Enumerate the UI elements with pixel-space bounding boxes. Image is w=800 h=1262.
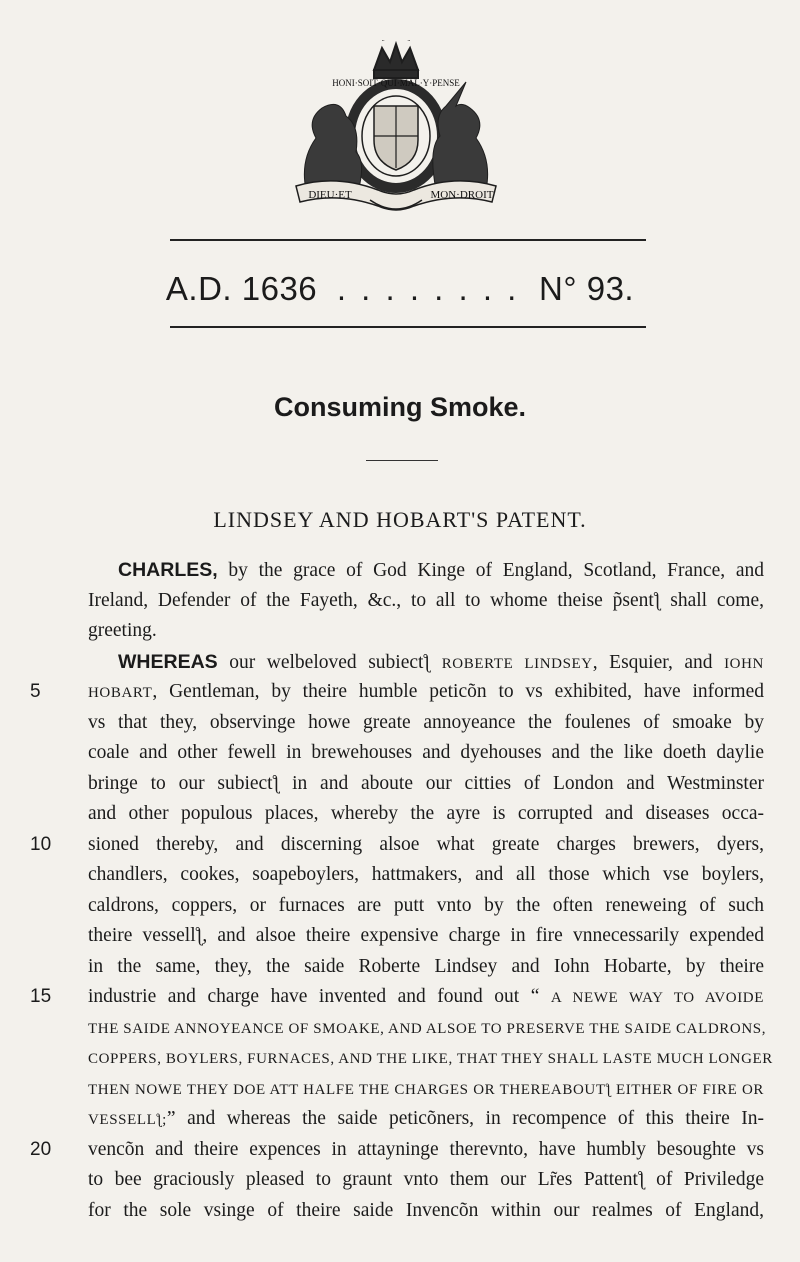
line-number: 5 xyxy=(30,681,41,702)
text-line xyxy=(88,891,764,922)
text-line xyxy=(88,586,764,617)
text-line xyxy=(88,860,764,891)
line-number: 20 xyxy=(30,1138,52,1160)
text-segment: theire vessellƪ, and alsoe theire expensive charge in fire vnnecessarily expended xyxy=(88,925,764,946)
text-line xyxy=(88,616,764,647)
motto-right: MON·DROIT xyxy=(430,189,494,201)
text-segment: greeting. xyxy=(88,620,157,641)
text-segment: ” and whereas the saide peticõners, in recompence of this theire In- xyxy=(166,1108,764,1129)
text-segment: for the sole vsinge of theire saide Invencõn within our realmes of England, xyxy=(88,1199,764,1221)
text-segment: and other populous places, whereby the ayre is corrupted and diseases occa- xyxy=(88,803,764,824)
text-segment: to bee graciously pleased to graunt vnto them our Lr̃es Pattentƪ of Priviledge xyxy=(88,1169,764,1190)
text-segment: ROBERTE LINDSEY xyxy=(441,655,593,672)
header-leader-dots: . . . . . . . . xyxy=(336,270,520,307)
motto-left: DIEU·ET xyxy=(308,189,352,201)
patent-number: N° 93. xyxy=(539,270,635,307)
text-segment: by the grace of God Kinge of England, Scotland, France, and xyxy=(217,560,764,581)
text-line xyxy=(88,708,764,739)
text-segment: sioned thereby, and discerning alsoe what greate charges brewers, dyers, xyxy=(88,833,764,855)
text-line xyxy=(88,1196,764,1227)
top-rule xyxy=(170,239,646,241)
patent-body-text xyxy=(30,555,773,1226)
text-segment: VESSELLƪ; xyxy=(88,1112,167,1128)
text-segment: chandlers, cookes, soapeboylers, hattmakers, and all those which vse boylers, xyxy=(88,864,764,885)
text-line xyxy=(88,738,764,769)
text-segment: THE SAIDE ANNOYEANCE OF SMOAKE, AND ALSOE TO PRESERVE THE SAIDE CALDRONS, xyxy=(88,1020,767,1037)
text-segment: Ireland, Defender of the Fayeth, &c., to all to whome theise p̃sentƪ shall come, xyxy=(88,589,764,611)
text-line xyxy=(30,677,764,708)
text-segment: , Esquier, and xyxy=(592,651,725,673)
title-divider xyxy=(366,460,438,461)
text-segment: vs that they, observinge howe greate annoyeance the foulenes of smoake by xyxy=(88,711,764,733)
text-line xyxy=(88,952,764,983)
text-line xyxy=(88,1043,773,1074)
text-line xyxy=(88,921,764,952)
text-line xyxy=(30,1135,764,1166)
patent-header xyxy=(0,270,800,308)
text-line xyxy=(88,1165,764,1196)
text-segment: THEN NOWE THEY DOE ATT HALFE THE CHARGES OR THEREABOUTƪ EITHER OF FIRE OR xyxy=(88,1081,764,1098)
coat-of-arms-icon xyxy=(278,40,514,212)
bottom-rule xyxy=(170,326,646,328)
text-line xyxy=(88,769,764,800)
text-segment: , Gentleman, by theire humble peticõn to vs exhibited, have informed xyxy=(152,681,764,702)
patent-subtitle: LINDSEY AND HOBART'S PATENT. xyxy=(213,507,587,532)
patent-year: A.D. 1636 xyxy=(165,270,318,307)
text-segment: HOBART xyxy=(88,685,153,701)
line-number: 15 xyxy=(30,986,52,1007)
text-segment: vencõn and theire expences in attayninge therevnto, have humbly besoughte vs xyxy=(88,1138,764,1160)
lead-word: CHARLES, xyxy=(118,559,218,581)
text-segment: IOHN xyxy=(724,655,764,672)
text-segment: coale and other fewell in brewehouses and dyehouses and the like doeth daylie xyxy=(88,742,764,763)
text-segment: our welbeloved subiectƪ xyxy=(217,651,442,673)
line-number: 10 xyxy=(30,833,52,855)
text-line xyxy=(88,1104,764,1135)
text-segment: bringe to our subiectƪ in and aboute our citties of London and Westminster xyxy=(88,772,764,794)
lead-word: WHEREAS xyxy=(118,650,218,673)
text-line xyxy=(88,1013,767,1044)
text-segment: in the same, they, the saide Roberte Lindsey and Iohn Hobarte, by theire xyxy=(88,955,764,977)
patent-title: Consuming Smoke. xyxy=(273,392,527,422)
text-segment: A NEWE WAY TO AVOIDE xyxy=(550,990,764,1006)
text-segment: caldrons, coppers, or furnaces are putt vnto by the often reneweing of such xyxy=(88,894,764,916)
text-segment: industrie and charge have invented and found out “ xyxy=(88,986,551,1007)
text-line xyxy=(88,647,764,678)
text-line xyxy=(30,982,764,1013)
text-segment: COPPERS, BOYLERS, FURNACES, AND THE LIKE, THAT THEY SHALL LASTE MUCH LONGER xyxy=(88,1051,773,1067)
text-line xyxy=(30,830,764,861)
royal-coat-of-arms xyxy=(278,40,514,212)
garter-motto: HONI·SOIT·QUI·MAL·Y·PENSE xyxy=(332,78,460,88)
text-line xyxy=(88,1074,764,1105)
text-line xyxy=(88,799,764,830)
text-line xyxy=(88,555,764,586)
